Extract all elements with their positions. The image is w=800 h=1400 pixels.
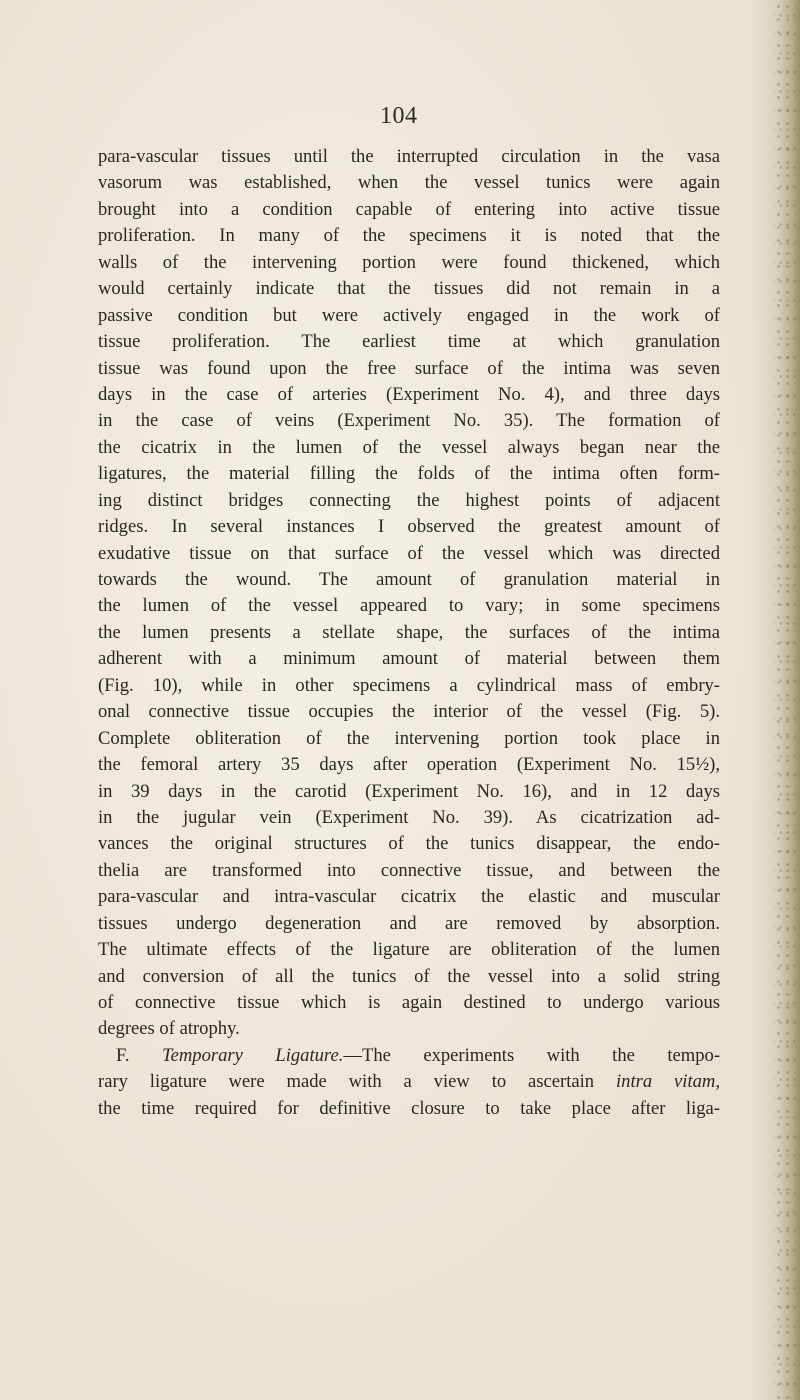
text-line: towards the wound. The amount of granulation material in xyxy=(98,569,720,590)
text-line: onal connective tissue occupies the interior of the vessel (Fig. 5). xyxy=(98,701,720,723)
text-line: para-vascular tissues until the interrupted circulation in the vasa xyxy=(98,146,720,167)
body-text xyxy=(98,144,720,1122)
text-line: walls of the intervening portion were found thickened, which xyxy=(98,251,720,273)
text-line: The ultimate effects of the ligature are obliteration of the lumen xyxy=(98,939,720,961)
text-line: tissue proliferation. The earliest time at which granulation xyxy=(98,331,720,353)
text-line: ridges. In several instances I observed the greatest amount of xyxy=(98,516,720,538)
section-f-line-2 xyxy=(98,1069,720,1095)
text-line: vances the original structures of the tunics disappear, the endo- xyxy=(98,833,720,855)
section-f-line2-text: rary ligature were made with a view to ascertain xyxy=(98,1071,616,1093)
page-edge-foxing xyxy=(774,0,796,1400)
text-line: the lumen presents a stellate shape, the surfaces of the intima xyxy=(98,621,720,643)
section-f-title: Temporary Ligature. xyxy=(161,1044,344,1066)
text-line: (Fig. 10), while in other specimens a cylindrical mass of embry- xyxy=(98,674,720,696)
section-f-heading-line xyxy=(98,1043,720,1069)
text-line: Complete obliteration of the intervening portion took place in xyxy=(98,727,720,749)
text-line: degrees of atrophy. xyxy=(98,1018,240,1040)
text-line: ligatures, the material filling the folds of the intima often form- xyxy=(98,463,720,485)
section-f-label: F. xyxy=(116,1044,130,1066)
text-line: proliferation. In many of the specimens it is noted that the xyxy=(98,225,720,247)
page-number: 104 xyxy=(380,103,418,129)
section-f-latin-phrase: intra vitam, xyxy=(616,1071,720,1093)
text-line: ing distinct bridges connecting the highest points of adjacent xyxy=(98,489,720,511)
text-line: passive condition but were actively engaged in the work of xyxy=(98,304,720,326)
text-line: the lumen of the vessel appeared to vary; in some specimens xyxy=(98,595,720,617)
text-line: para-vascular and intra-vascular cicatrix the elastic and muscular xyxy=(98,886,720,908)
text-line: the cicatrix in the lumen of the vessel always began near the xyxy=(98,436,720,458)
section-f-line-3: the time required for definitive closure to take place after liga- xyxy=(98,1097,720,1119)
text-line: brought into a condition capable of entering into active tissue xyxy=(98,198,720,220)
text-line: would certainly indicate that the tissues did not remain in a xyxy=(98,278,720,300)
text-line: days in the case of arteries (Experiment No. 4), and three days xyxy=(98,383,720,405)
text-line: the femoral artery 35 days after operation (Experiment No. 15½), xyxy=(98,754,720,776)
text-line: and conversion of all the tunics of the vessel into a solid string xyxy=(98,965,720,987)
text-line: thelia are transformed into connective tissue, and between the xyxy=(98,859,720,881)
text-line: vasorum was established, when the vessel tunics were again xyxy=(98,172,720,194)
text-line: in the case of veins (Experiment No. 35). The formation of xyxy=(98,410,720,432)
text-line: tissue was found upon the free surface of the intima was seven xyxy=(98,357,720,379)
text-line: exudative tissue on that surface of the vessel which was directed xyxy=(98,542,720,564)
text-line: in 39 days in the carotid (Experiment No. 16), and in 12 days xyxy=(98,780,720,802)
text-line: tissues undergo degeneration and are removed by absorption. xyxy=(98,912,720,934)
text-line: adherent with a minimum amount of material between them xyxy=(98,648,720,670)
text-line: of connective tissue which is again destined to undergo various xyxy=(98,992,720,1013)
text-line: in the jugular vein (Experiment No. 39). As cicatrization ad- xyxy=(98,806,720,828)
section-f-line1-text: —The experiments with the tempo- xyxy=(343,1044,721,1066)
